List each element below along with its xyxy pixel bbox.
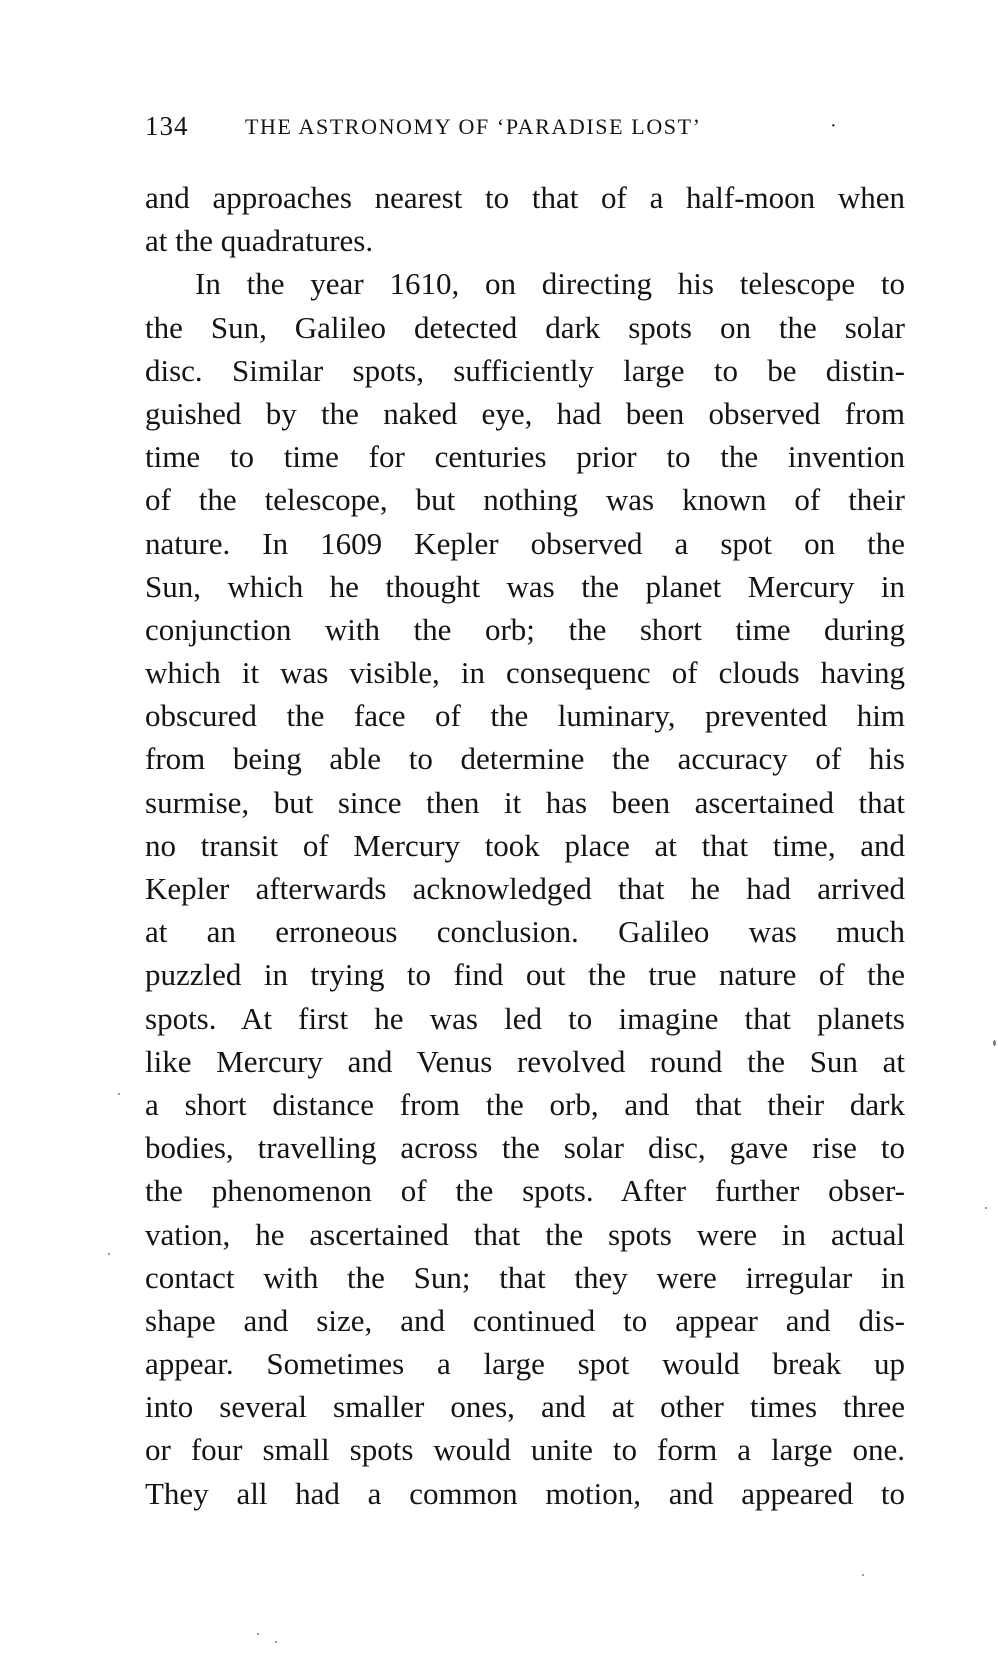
text-line: time to time for centuries prior to the invention bbox=[145, 439, 905, 475]
text-line: no transit of Mercury took place at that time, and bbox=[145, 827, 905, 863]
print-speck bbox=[862, 1574, 864, 1576]
print-speck bbox=[993, 1040, 996, 1046]
text-line: contact with the Sun; that they were irregular in bbox=[145, 1259, 905, 1295]
text-line: obscured the face of the luminary, prevented him bbox=[145, 698, 905, 734]
text-line: conjunction with the orb; the short time during bbox=[145, 611, 905, 647]
text-line: or four small spots would unite to form a large one. bbox=[145, 1432, 905, 1468]
text-line: In the year 1610, on directing his telescope to bbox=[195, 266, 905, 302]
text-line: like Mercury and Venus revolved round the Sun at bbox=[145, 1043, 905, 1079]
text-line: the Sun, Galileo detected dark spots on the solar bbox=[145, 309, 905, 345]
text-line: nature. In 1609 Kepler observed a spot on the bbox=[145, 525, 905, 561]
text-line: the phenomenon of the spots. After further obser- bbox=[145, 1173, 905, 1209]
text-line: Sun, which he thought was the planet Mercury in bbox=[145, 568, 905, 604]
text-line: disc. Similar spots, sufficiently large to be distin- bbox=[145, 352, 905, 388]
text-line: Kepler afterwards acknowledged that he had arrived bbox=[145, 871, 905, 906]
text-line: which it was visible, in consequenc of clouds having bbox=[145, 655, 905, 691]
text-line: at the quadratures. bbox=[145, 223, 374, 259]
text-line: shape and size, and continued to appear and dis- bbox=[145, 1302, 905, 1338]
body-text bbox=[145, 176, 905, 1515]
text-line: vation, he ascertained that the spots were in actual bbox=[145, 1216, 905, 1252]
text-line: at an erroneous conclusion. Galileo was much bbox=[145, 914, 905, 950]
print-speck bbox=[275, 1641, 277, 1643]
text-line: into several smaller ones, and at other times three bbox=[145, 1389, 905, 1425]
paragraph-1 bbox=[145, 176, 905, 262]
text-line: of the telescope, but nothing was known of their bbox=[145, 482, 905, 518]
text-line: They all had a common motion, and appeared to bbox=[145, 1475, 905, 1511]
text-line: and approaches nearest to that of a half-moon when bbox=[145, 180, 905, 215]
header-mark: · bbox=[830, 115, 837, 137]
print-speck bbox=[985, 1207, 987, 1209]
running-title: THE ASTRONOMY OF ‘PARADISE LOST’ bbox=[245, 114, 702, 139]
text-line: spots. At first he was led to imagine that planets bbox=[145, 1000, 905, 1036]
text-line: a short distance from the orb, and that their dark bbox=[145, 1086, 905, 1122]
print-speck bbox=[108, 1253, 110, 1255]
running-head bbox=[145, 108, 905, 144]
print-speck bbox=[118, 1093, 120, 1095]
paragraph-2 bbox=[145, 262, 905, 1514]
text-line: surmise, but since then it has been ascertained that bbox=[145, 784, 905, 820]
text-line: puzzled in trying to find out the true nature of the bbox=[145, 957, 905, 993]
text-line: appear. Sometimes a large spot would break up bbox=[145, 1346, 905, 1382]
text-line: from being able to determine the accuracy of his bbox=[145, 741, 905, 777]
print-speck bbox=[257, 1633, 259, 1635]
text-line: guished by the naked eye, had been observed from bbox=[145, 395, 905, 431]
page-number: 134 bbox=[145, 111, 189, 141]
text-line: bodies, travelling across the solar disc, gave rise to bbox=[145, 1130, 905, 1166]
